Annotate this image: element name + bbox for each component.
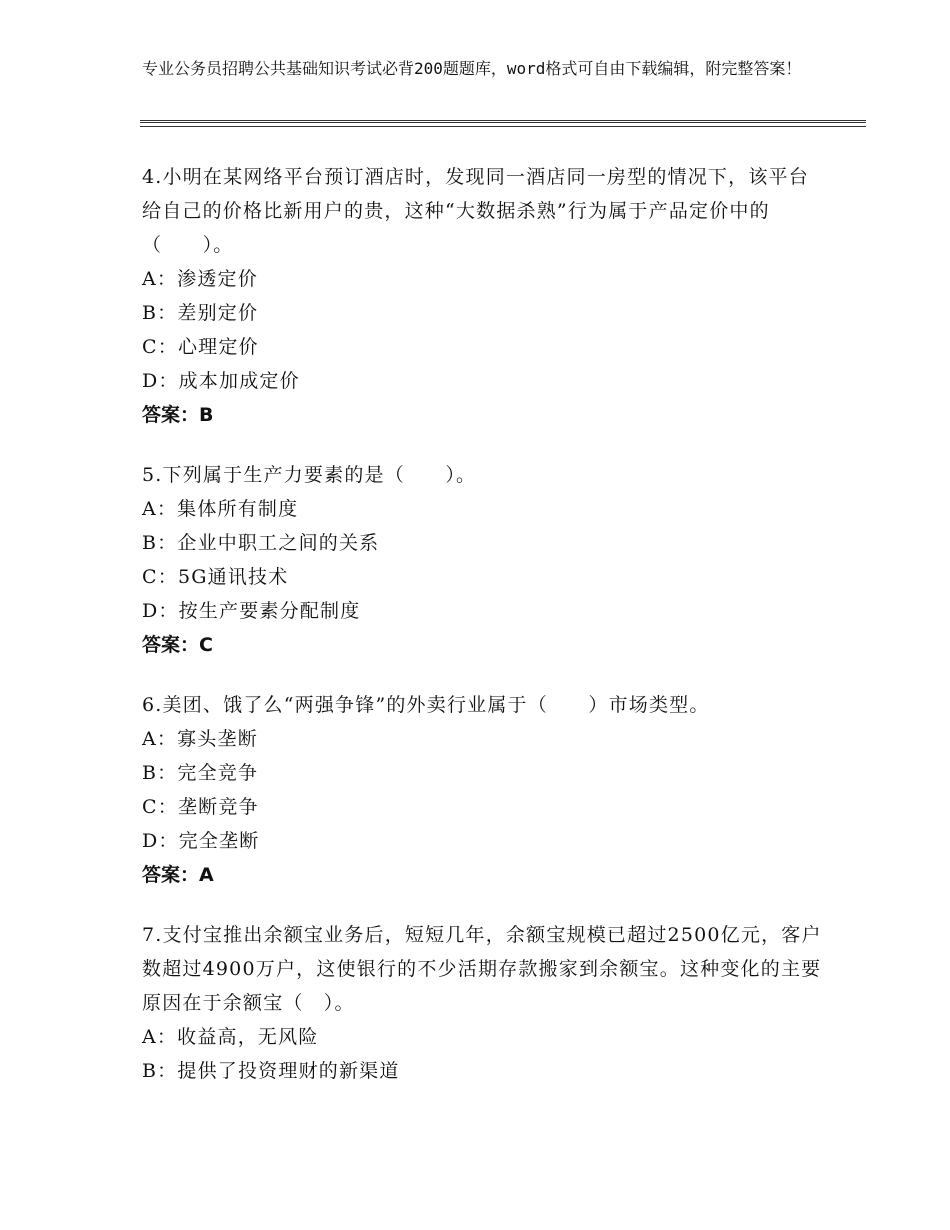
question-5 bbox=[142, 458, 822, 662]
question-6 bbox=[142, 688, 822, 892]
answer-label: 答案：A bbox=[142, 864, 214, 886]
header-divider bbox=[140, 120, 866, 127]
option-b: B：提供了投资理财的新渠道 bbox=[142, 1060, 400, 1082]
question-4 bbox=[142, 160, 822, 432]
question-7 bbox=[142, 918, 822, 1088]
option-a: A：收益高，无风险 bbox=[142, 1026, 319, 1048]
question-list bbox=[142, 160, 822, 1114]
option-a: A：寡头垄断 bbox=[142, 728, 258, 750]
option-d: D：完全垄断 bbox=[142, 830, 260, 852]
answer-label: 答案：C bbox=[142, 634, 213, 656]
option-d: D：成本加成定价 bbox=[142, 370, 300, 392]
option-b: B：差别定价 bbox=[142, 302, 259, 324]
option-c: C：5G通讯技术 bbox=[142, 566, 289, 588]
answer-label: 答案：B bbox=[142, 404, 214, 426]
option-c: C：垄断竞争 bbox=[142, 796, 259, 818]
option-d: D：按生产要素分配制度 bbox=[142, 600, 361, 622]
option-b: B：企业中职工之间的关系 bbox=[142, 532, 380, 554]
question-stem: 6.美团、饿了么“两强争锋”的外卖行业属于（ ）市场类型。 bbox=[142, 694, 710, 716]
option-a: A：渗透定价 bbox=[142, 268, 258, 290]
option-a: A：集体所有制度 bbox=[142, 498, 299, 520]
option-b: B：完全竞争 bbox=[142, 762, 259, 784]
page-header: 专业公务员招聘公共基础知识考试必背200题题库，word格式可自由下载编辑，附完整答案！ bbox=[142, 59, 802, 78]
question-stem: 4.小明在某网络平台预订酒店时，发现同一酒店同一房型的情况下，该平台给自己的价格比新用户的贵，这种“大数据杀熟”行为属于产品定价中的（ ）。 bbox=[142, 166, 809, 256]
option-c: C：心理定价 bbox=[142, 336, 259, 358]
question-stem: 7.支付宝推出余额宝业务后，短短几年，余额宝规模已超过2500亿元，客户数超过4900万户，这使银行的不少活期存款搬家到余额宝。这种变化的主要原因在于余额宝（ ）。 bbox=[142, 924, 822, 1014]
question-stem: 5.下列属于生产力要素的是（ ）。 bbox=[142, 464, 477, 486]
